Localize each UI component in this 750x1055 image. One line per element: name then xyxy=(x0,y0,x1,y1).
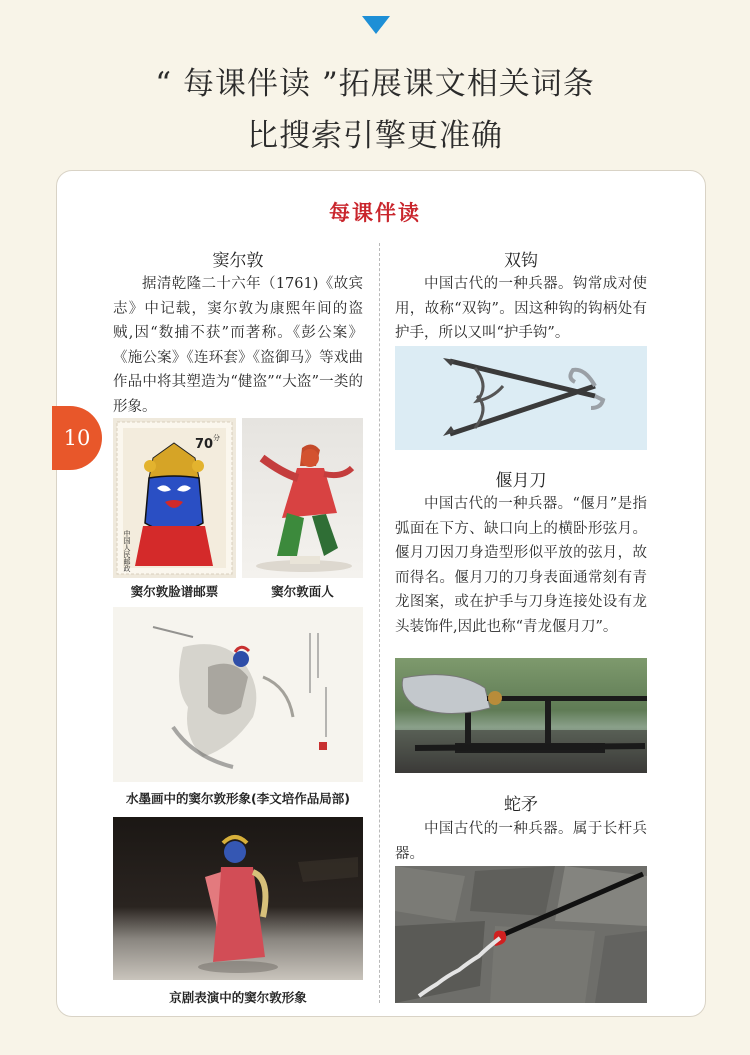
double-hooks-illustration xyxy=(395,346,647,450)
down-arrow-icon xyxy=(362,16,390,34)
ink-painting-illustration xyxy=(113,607,363,782)
caption-figurine: 窦尔敦面人 xyxy=(271,584,334,599)
snake-spear-illustration xyxy=(395,866,647,1003)
entry-text-shuanggou: 中国古代的一种兵器。钩常成对使用，故称“双钩”。因这种钩的钩柄处有护手，所以又叫“护手钩”。 xyxy=(395,276,647,341)
stamp-country-text: 中国人民邮政 xyxy=(123,530,131,572)
column-divider xyxy=(379,243,380,1003)
entry-text-dou-erdun: 据清乾隆二十六年（1761)《故宾志》中记载，窦尔敦为康熙年间的盗贼,因“数捕不获”而著称。《彭公案》《施公案》《连环套》《盗御马》等戏曲作品中将其塑造为“健盗”“大盗”一类的形象。 xyxy=(113,276,363,415)
entry-title-yanyuedao: 偃月刀 xyxy=(495,471,547,491)
stamp-image xyxy=(113,418,236,578)
entry-text-shemao: 中国古代的一种兵器。属于长杆兵器。 xyxy=(395,821,647,862)
headline-line-2: 比搜索引擎更准确 xyxy=(247,118,503,154)
entry-text-yanyuedao: 中国古代的一种兵器。“偃月”是指弧面在下方、缺口向上的横卧形弦月。偃月刀因刀身造型形似平放的弦月，故而得名。偃月刀的刀身表面通常刻有青龙图案，或在护手与刀身连接处设有龙头装饰件,因此也称“青龙偃月刀”。 xyxy=(395,496,647,635)
caption-opera-performance: 京剧表演中的窦尔敦形象 xyxy=(169,990,307,1005)
page-number-badge: 10 xyxy=(52,406,102,470)
snake-spear-image xyxy=(395,866,647,1003)
caption-stamp: 窦尔敦脸谱邮票 xyxy=(130,584,219,599)
crescent-blade-image xyxy=(395,658,647,773)
entry-title-dou-erdun: 窦尔敦 xyxy=(212,251,264,271)
double-hooks-image xyxy=(395,346,647,450)
entry-title-shuanggou: 双钩 xyxy=(504,251,538,271)
ink-painting-image xyxy=(113,607,363,782)
stamp-mask-illustration xyxy=(113,418,236,578)
entry-title-shemao: 蛇矛 xyxy=(504,795,538,815)
crescent-blade-illustration xyxy=(395,658,647,773)
caption-ink-painting: 水墨画中的窦尔敦形象(李文培作品局部) xyxy=(126,791,350,806)
stamp-value-text: 70 xyxy=(195,437,214,452)
figurine-illustration xyxy=(242,418,363,578)
opera-performer-illustration xyxy=(113,817,363,980)
stamp-unit-text: 分 xyxy=(213,434,220,442)
opera-performance-image xyxy=(113,817,363,980)
headline-line-1: “ 每课伴读 ”拓展课文相关词条 xyxy=(155,66,595,102)
section-title: 每课伴读 xyxy=(329,200,421,225)
figurine-image xyxy=(242,418,363,578)
